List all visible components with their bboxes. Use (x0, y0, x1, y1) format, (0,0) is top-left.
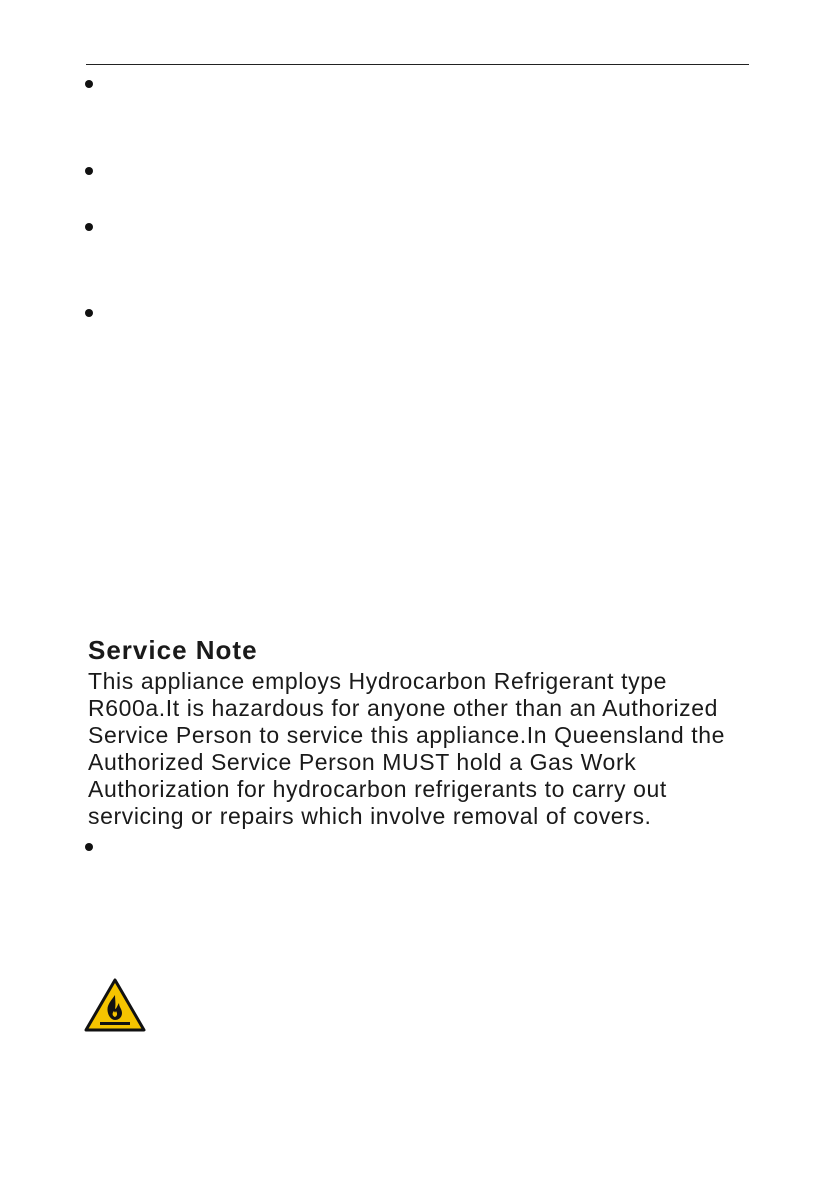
service-note-line: Authorization for hydrocarbon refrigerants to carry out (88, 776, 667, 802)
service-note-line: Authorized Service Person MUST hold a Gas Work (88, 749, 637, 775)
service-note-line: Service Person to service this appliance.In Queensland the (88, 722, 725, 748)
service-note-section (88, 632, 788, 830)
bullet-1 (85, 80, 93, 88)
service-note-title: Service Note (88, 635, 258, 665)
service-note-line: R600a.It is hazardous for anyone other than an Authorized (88, 695, 719, 721)
bullet-2 (85, 167, 93, 175)
service-note-body (88, 668, 788, 830)
bullet-3 (85, 223, 93, 231)
flammable-warning-icon (84, 978, 146, 1032)
header-rule (86, 64, 749, 65)
service-note-line: servicing or repairs which involve removal of covers. (88, 803, 652, 829)
service-note-line: This appliance employs Hydrocarbon Refrigerant type (88, 668, 668, 694)
bullet-5 (85, 843, 93, 851)
bullet-4 (85, 309, 93, 317)
